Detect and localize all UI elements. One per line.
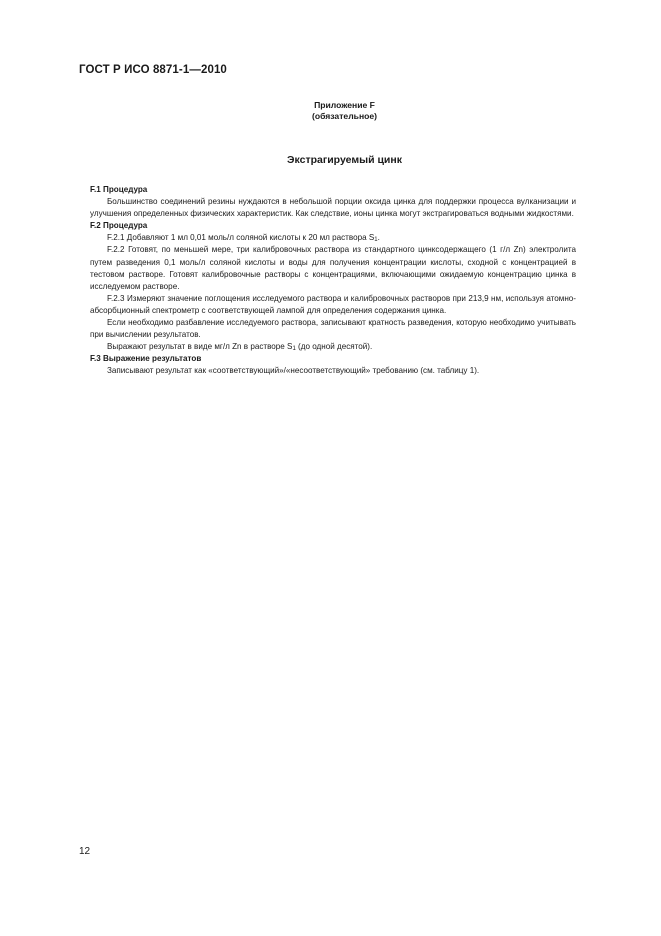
f3-paragraph: Записывают результат как «соответствующий»/«несоответствующий» требованию (см. таблицу 1). <box>107 366 480 376</box>
f2-1-text: F.2.1 Добавляют 1 мл 0,01 моль/л соляной кислоты к 20 мл раствора S <box>107 233 375 243</box>
f2-1-paragraph <box>90 232 576 244</box>
f1-heading: F.1 Процедура <box>90 185 148 194</box>
section-title: Экстрагируемый цинк <box>287 154 402 166</box>
appendix-note: (обязательное) <box>311 111 378 121</box>
f2-express-subscript: 1 <box>292 346 296 353</box>
document-header: ГОСТ Р ИСО 8871-1—2010 <box>79 64 227 76</box>
appendix-title: Приложение F <box>314 100 375 110</box>
f2-1-end: . <box>377 233 380 243</box>
document-body <box>90 184 576 378</box>
f2-heading: F.2 Процедура <box>90 221 148 231</box>
f2-dilution-paragraph: Если необходимо разбавление исследуемого раствора, записывают кратность разведения, которую необходимо учитывать при вычислении результатов. <box>90 318 576 340</box>
f3-heading: F.3 Выражение результатов <box>90 354 202 364</box>
page-number: 12 <box>79 846 91 857</box>
f2-express-paragraph <box>90 341 576 353</box>
appendix-block <box>0 100 661 122</box>
f2-express-end: (до одной десятой). <box>295 342 373 352</box>
f2-express-text: Выражают результат в виде мг/л Zn в растворе S <box>107 342 293 352</box>
f2-1-subscript: 1 <box>374 237 378 244</box>
f1-paragraph: Большинство соединений резины нуждаются в небольшой порции оксида цинка для поддержки процесса вулканизации и улучшения определенных физических характеристик. Как следствие, ионы цинка могут экстрагироваться водными жидкостями. <box>90 197 576 219</box>
f2-2-paragraph: F.2.2 Готовят, по меньшей мере, три калибровочных раствора из стандартного цинксодержащего (1 г/л Zn) электролита путем разведения 0,1 моль/л соляной кислоты и воды для получения концентрации кислоты, сходной с концентрацией в тестовом растворе. Готовят калибровочные растворы с концентрациями, включающими ожидаемую концентрацию цинка в исследуемом растворе. <box>90 245 576 291</box>
f2-3-paragraph: F.2.3 Измеряют значение поглощения исследуемого раствора и калибровочных растворов при 213,9 нм, используя атомно-абсорбционный спектрометр с соответствующей лампой для определения содержания цинка. <box>90 293 576 315</box>
